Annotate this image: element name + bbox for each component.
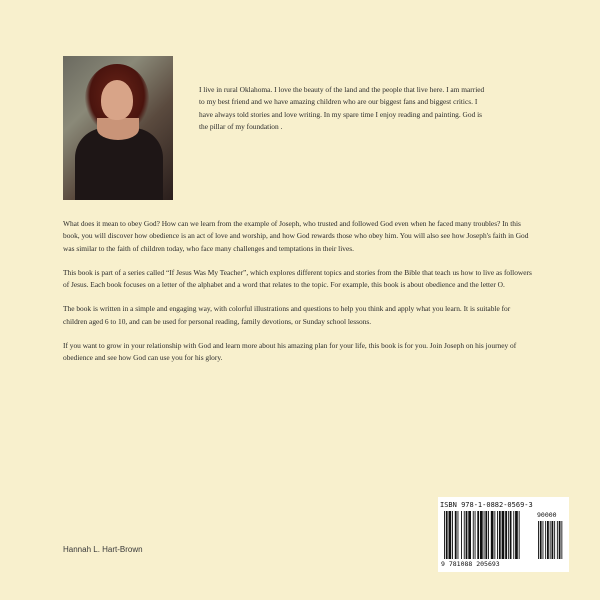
- barcode-bar: [502, 511, 505, 559]
- barcode-bar: [449, 511, 452, 559]
- description-paragraph-1: What does it mean to obey God? How can we learn from the example of Joseph, who trusted and followed God even when he faced many troubles? In this book, you will discover how obedience is an act of love and worship, and how God rewards those who obey him. You will also see how Joseph's faith in God was similar to the faith of children today, who face many challenges and temptations in their lives.: [63, 219, 529, 253]
- barcode-bar: [515, 511, 518, 559]
- barcode-bar: [510, 511, 512, 559]
- barcode-ean-number: 9 781088 205693: [441, 560, 500, 568]
- isbn-label: ISBN 978-1-0882-0569-3: [440, 501, 533, 509]
- barcode-bar: [499, 511, 501, 559]
- author-name: Hannah L. Hart-Brown: [63, 545, 143, 554]
- barcode-addon-bar: [547, 521, 549, 559]
- barcode-bar: [508, 511, 509, 559]
- barcode-bar: [446, 511, 448, 559]
- barcode-bar: [461, 511, 462, 559]
- description-paragraph-2: This book is part of a series called “If Jesus Was My Teacher”, which explores different topics and stories from the Bible that teach us how to live as followers of Jesus. Each book focuses on a letter of the alphabet and a word that relates to the topic. For example, this book is about obedience and the letter O.: [63, 267, 532, 290]
- barcode-bar: [458, 511, 459, 559]
- barcode-addon-bar: [561, 521, 562, 559]
- barcode-addon-bar: [540, 521, 542, 559]
- author-photo-neck: [97, 118, 139, 140]
- barcode-bar: [480, 511, 483, 559]
- barcode-bar: [484, 511, 485, 559]
- barcode-bar: [455, 511, 457, 559]
- barcode-addon-bar: [545, 521, 546, 559]
- barcode-bar: [466, 511, 468, 559]
- barcode-addon-number: 90000: [537, 511, 557, 519]
- barcode-bar: [477, 511, 479, 559]
- barcode-bar: [452, 511, 453, 559]
- description-paragraph-4: If you want to grow in your relationship with God and learn more about his amazing plan for your life, this book is for you. Join Joseph on his journey of obedience and see how God can use you for his glory.: [63, 341, 517, 363]
- author-photo-face: [101, 80, 133, 120]
- barcode-addon-bar: [538, 521, 539, 559]
- barcode-bar: [473, 511, 474, 559]
- barcode-bars: [444, 511, 567, 561]
- barcode-addon-bar: [550, 521, 551, 559]
- description-paragraph-3: The book is written in a simple and engaging way, with colorful illustrations and questions to help you think and apply what you learn. It is suitable for children aged 6 to 10, and can be used for personal reading, family devotions, or Sunday school lessons.: [63, 304, 511, 326]
- barcode-bar: [485, 511, 487, 559]
- barcode-bar: [497, 511, 498, 559]
- author-bio: I live in rural Oklahoma. I love the beauty of the land and the people that live here. I am married to my best friend and we have amazing children who are our biggest fans and biggest critics. I have always told stories and love writing. In my spare time I enjoy reading and painting. God is the pillar of my foundation .: [199, 85, 485, 131]
- book-description: [63, 218, 535, 377]
- barcode-addon-bar: [552, 521, 554, 559]
- barcode-bar: [444, 511, 445, 559]
- barcode-addon-bar: [554, 521, 555, 559]
- barcode-bar: [475, 511, 476, 559]
- barcode-bar: [488, 511, 489, 559]
- barcode-bar: [494, 511, 495, 559]
- barcode-bar: [464, 511, 465, 559]
- barcode-addon-bar: [557, 521, 558, 559]
- barcode-bar: [505, 511, 507, 559]
- barcode-bar: [468, 511, 471, 559]
- barcode-addon-bar: [543, 521, 544, 559]
- barcode-addon-bar: [559, 521, 561, 559]
- barcode-bar: [491, 511, 494, 559]
- author-photo: [63, 56, 173, 200]
- barcode-bar: [513, 511, 514, 559]
- barcode-bar: [519, 511, 520, 559]
